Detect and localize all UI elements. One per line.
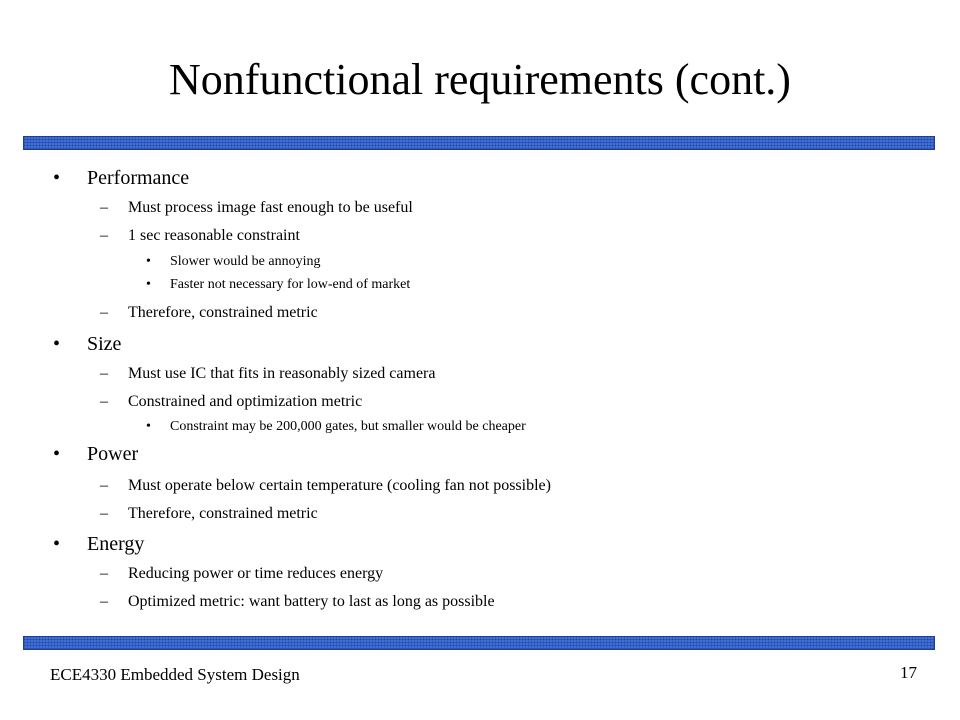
sub-bullet	[100, 198, 413, 218]
dash-marker: –	[100, 199, 108, 216]
dash-marker: –	[100, 304, 108, 321]
bullet-marker: •	[53, 333, 61, 355]
sub-bullet-label: Must operate below certain temperature (cooling fan not possible)	[128, 477, 551, 494]
dash-marker: –	[100, 505, 108, 522]
bullet-marker: •	[53, 167, 61, 189]
sub-sub-bullet-label: Constraint may be 200,000 gates, but smaller would be cheaper	[170, 419, 526, 434]
dot-marker: •	[146, 254, 151, 269]
bullet-label: Energy	[87, 533, 145, 555]
top-divider-bar	[23, 136, 935, 150]
sub-bullet-label: Therefore, constrained metric	[128, 505, 318, 522]
sub-bullet-label: Must use IC that fits in reasonably sized camera	[128, 365, 436, 382]
bullet-marker: •	[53, 443, 61, 465]
sub-bullet	[100, 226, 300, 246]
sub-bullet	[100, 303, 318, 323]
bullet-marker: •	[53, 533, 61, 555]
sub-bullet	[100, 564, 384, 584]
bottom-divider-bar	[23, 636, 935, 650]
sub-bullet	[100, 392, 363, 412]
bullet-power	[53, 442, 139, 466]
sub-bullet-label: Optimized metric: want battery to last as long as possible	[128, 593, 495, 610]
sub-sub-bullet	[146, 253, 321, 271]
dash-marker: –	[100, 393, 108, 410]
dot-marker: •	[146, 277, 151, 292]
bullet-label: Performance	[87, 167, 190, 189]
sub-bullet	[100, 592, 495, 612]
bullet-label: Size	[87, 333, 122, 355]
sub-sub-bullet	[146, 276, 411, 294]
dash-marker: –	[100, 477, 108, 494]
sub-bullet	[100, 476, 551, 496]
sub-bullet-label: Must process image fast enough to be useful	[128, 199, 413, 216]
bullet-performance	[53, 166, 190, 190]
slide-title: Nonfunctional requirements (cont.)	[169, 55, 791, 104]
page-number: 17	[900, 663, 917, 682]
bullet-energy	[53, 532, 145, 556]
sub-bullet-label: 1 sec reasonable constraint	[128, 227, 300, 244]
sub-bullet	[100, 504, 318, 524]
sub-bullet-label: Therefore, constrained metric	[128, 304, 318, 321]
sub-bullet-label: Reducing power or time reduces energy	[128, 565, 384, 582]
bullet-size	[53, 332, 122, 356]
footer-course-title: ECE4330 Embedded System Design	[50, 665, 300, 684]
dash-marker: –	[100, 227, 108, 244]
bullet-label: Power	[87, 443, 139, 465]
dash-marker: –	[100, 593, 108, 610]
sub-bullet-label: Constrained and optimization metric	[128, 393, 363, 410]
sub-bullet	[100, 364, 436, 384]
dot-marker: •	[146, 419, 151, 434]
dash-marker: –	[100, 365, 108, 382]
sub-sub-bullet	[146, 418, 526, 436]
dash-marker: –	[100, 565, 108, 582]
sub-sub-bullet-label: Faster not necessary for low-end of market	[170, 277, 411, 292]
sub-sub-bullet-label: Slower would be annoying	[170, 254, 321, 269]
